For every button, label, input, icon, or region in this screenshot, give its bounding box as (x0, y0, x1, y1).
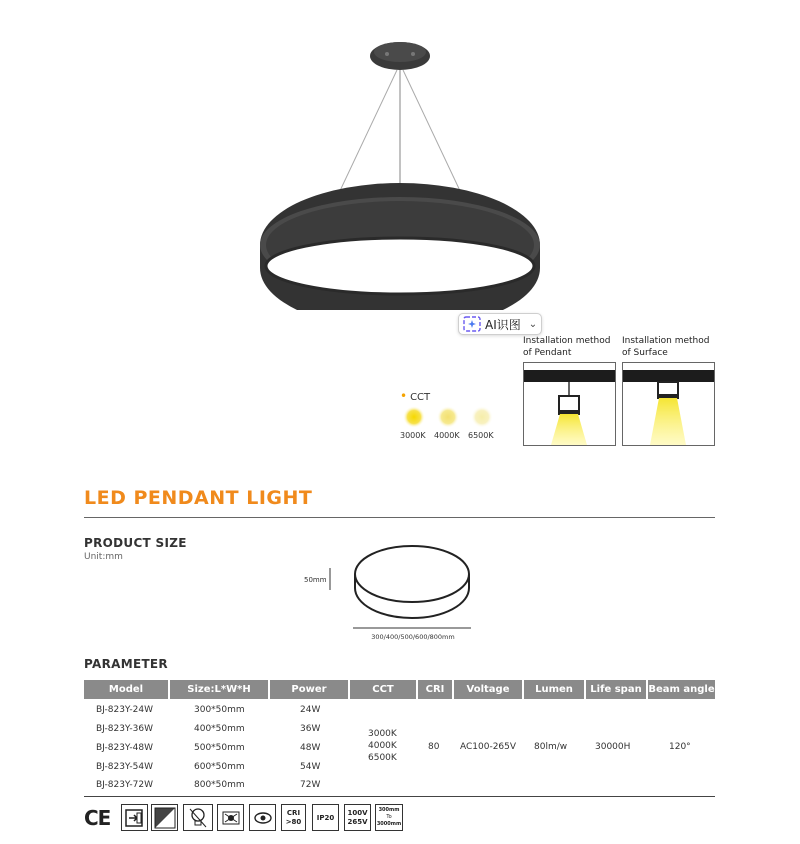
cct-option-3000k: 3000K (400, 431, 426, 440)
table-row-model: BJ-823Y-72W (96, 780, 153, 790)
table-row-size: 500*50mm (194, 743, 245, 753)
ip-rating-badge: IP20 (312, 804, 339, 831)
header-cct: CCT (350, 680, 416, 699)
cable-length-bottom: 3000mm (376, 821, 402, 827)
table-bottom-divider (84, 796, 715, 797)
table-row-size: 600*50mm (194, 762, 245, 772)
parameter-table (84, 680, 715, 796)
header-cri: CRI (418, 680, 452, 699)
shared-beam-angle: 120° (669, 742, 691, 752)
cable-length-mid: To (386, 814, 392, 820)
table-row-power: 24W (300, 705, 321, 715)
ai-button-label: AI识图 (485, 317, 521, 332)
shared-cct-value: 4000K (368, 741, 397, 751)
shared-cct-value: 6500K (368, 753, 397, 763)
installation-surface-label (622, 335, 709, 359)
header-voltage: Voltage (454, 680, 522, 699)
header-model: Model (84, 680, 168, 699)
voltage-range-top: 100V (347, 808, 368, 817)
cable-length-badge (375, 804, 403, 831)
table-row-size: 400*50mm (194, 724, 245, 734)
shared-cct (368, 728, 397, 764)
shared-cri: 80 (428, 742, 440, 752)
table-row-size: 800*50mm (194, 780, 245, 790)
height-dimension-label: 50mm (304, 576, 327, 584)
table-row-power: 48W (300, 743, 321, 753)
surface-installation-diagram (622, 362, 715, 446)
diameter-dimension-label: 300/400/500/600/800mm (371, 633, 455, 641)
cri-badge-label: CRI (286, 808, 301, 817)
installation-pendant-label (523, 335, 610, 359)
table-row-model: BJ-823Y-24W (96, 705, 153, 715)
table-row-model: BJ-823Y-48W (96, 743, 153, 753)
header-life-span: Life span (586, 680, 646, 699)
table-row-power: 54W (300, 762, 321, 772)
cri-badge (281, 804, 306, 831)
header-beam-angle: Beam angle (648, 680, 715, 699)
product-size-drawing (325, 542, 475, 630)
corner-mount-icon (151, 804, 178, 831)
header-power: Power (270, 680, 348, 699)
chevron-down-icon: ⌄ (528, 318, 538, 330)
ce-mark: CE (84, 806, 111, 830)
installation-pendant-label-line2: of Pendant (523, 348, 572, 358)
table-row-power: 72W (300, 780, 321, 790)
cct-title (400, 389, 430, 403)
installation-pendant-label-line1: Installation method (523, 336, 611, 346)
table-row-model: BJ-823Y-54W (96, 762, 153, 772)
table-row-power: 36W (300, 724, 321, 734)
pendant-installation-diagram (523, 362, 616, 446)
header-lumen: Lumen (524, 680, 584, 699)
table-row-size: 300*50mm (194, 705, 245, 715)
shared-cct-value: 3000K (368, 729, 397, 739)
class-ii-insulation-icon (121, 804, 148, 831)
shared-life-span: 30000H (595, 742, 631, 752)
eye-protection-icon (249, 804, 276, 831)
product-size-title: PRODUCT SIZE (84, 536, 187, 550)
shared-voltage: AC100-265V (460, 742, 517, 752)
cct-option-6500k: 6500K (468, 431, 494, 440)
bullet-dot-icon: • (400, 389, 408, 403)
header-size: Size:L*W*H (170, 680, 268, 699)
cct-option-4000k: 4000K (434, 431, 460, 440)
installation-surface-label-line1: Installation method (622, 336, 710, 346)
ai-image-recognition-button[interactable] (458, 313, 542, 335)
pendant-lamp-image (240, 30, 560, 310)
cct-title-text: CCT (410, 392, 431, 403)
cri-badge-value: >80 (285, 817, 302, 826)
cct-color-dots (400, 404, 496, 430)
product-size-unit: Unit:mm (84, 552, 123, 562)
shared-lumen: 80lm/w (534, 742, 568, 752)
title-divider (84, 517, 715, 518)
table-row-model: BJ-823Y-36W (96, 724, 153, 734)
no-mercury-icon (217, 804, 244, 831)
parameter-title: PARAMETER (84, 657, 168, 671)
bulb-no-uv-icon (183, 804, 213, 831)
voltage-range-badge (344, 804, 371, 831)
ai-sparkle-icon (463, 316, 481, 332)
cable-length-top: 300mm (378, 807, 400, 813)
page-title: LED PENDANT LIGHT (84, 487, 313, 509)
installation-surface-label-line2: of Surface (622, 348, 668, 358)
voltage-range-bottom: 265V (347, 817, 368, 826)
